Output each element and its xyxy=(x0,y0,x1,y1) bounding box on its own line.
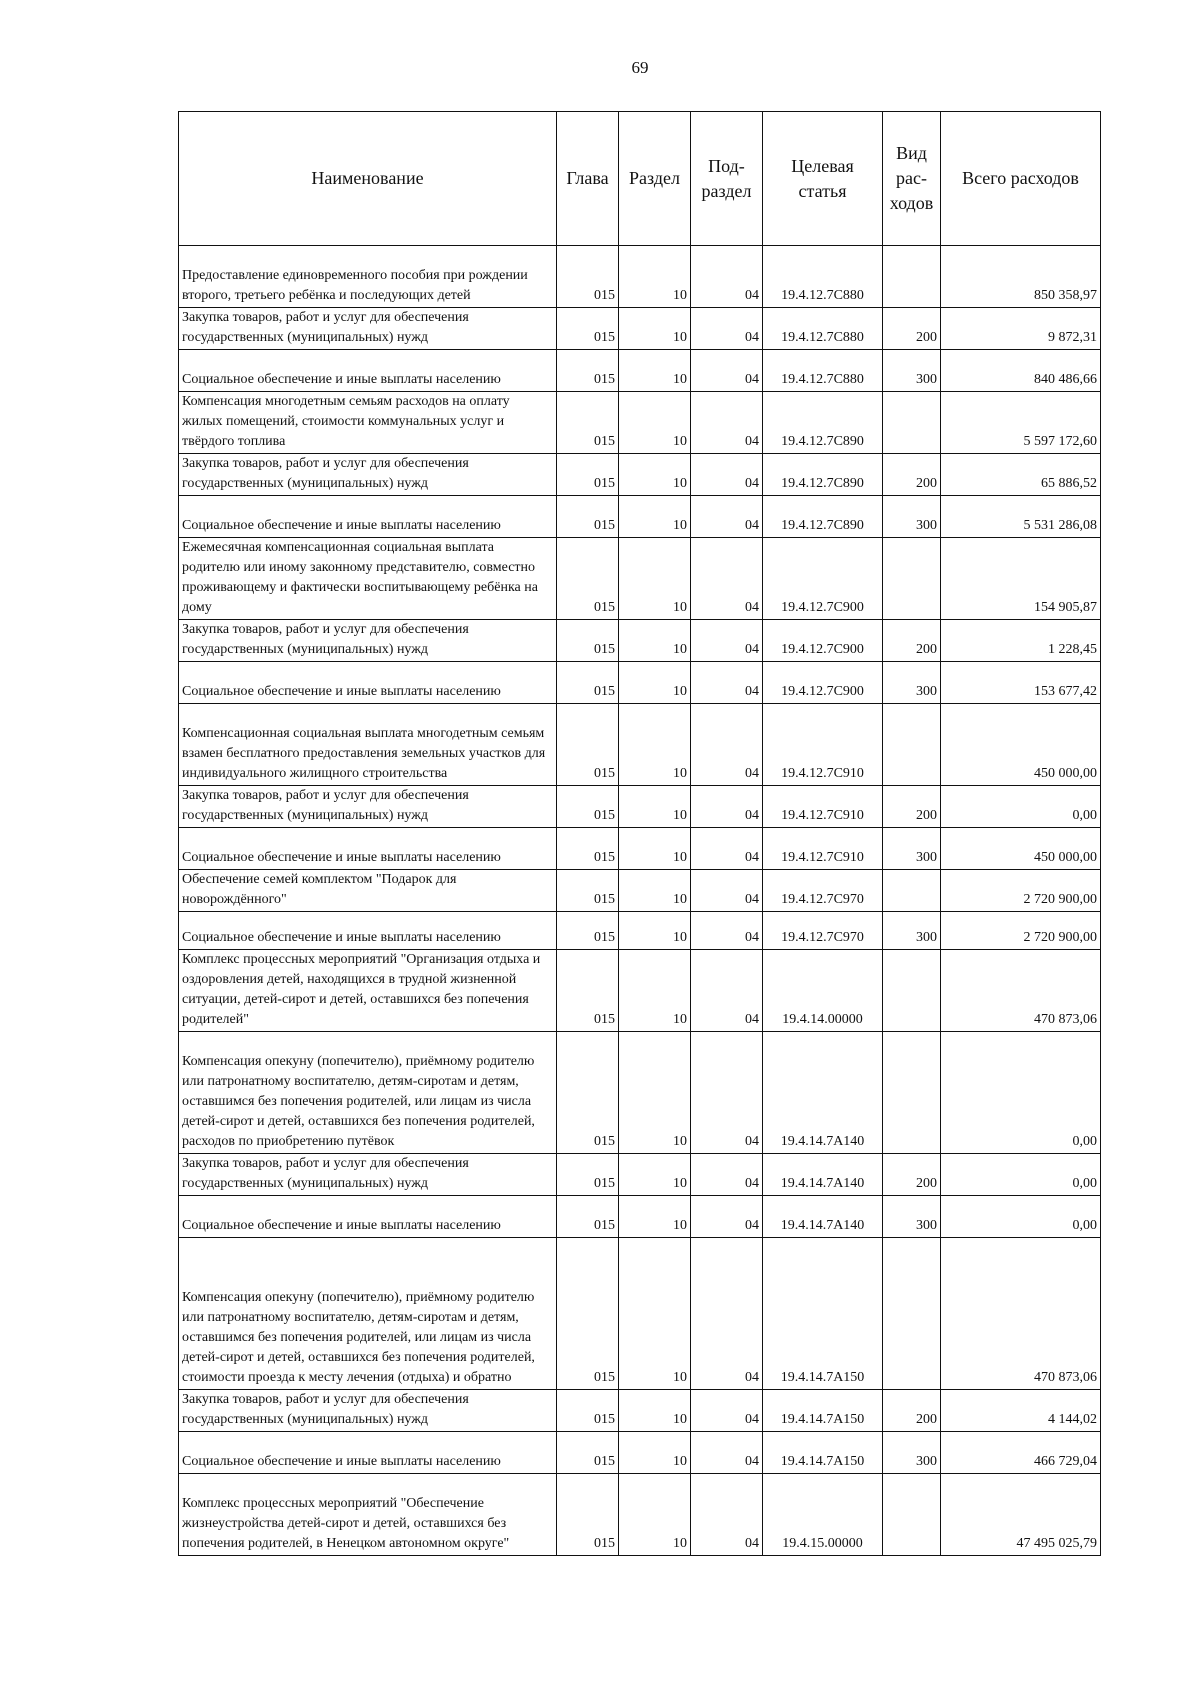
row-expense-type-cell: 300 xyxy=(883,1432,941,1474)
row-total-cell: 47 495 025,79 xyxy=(941,1474,1101,1556)
row-target-cell: 19.4.14.7А140 xyxy=(763,1196,883,1238)
row-total-cell: 0,00 xyxy=(941,786,1101,828)
row-name-cell: Закупка товаров, работ и услуг для обеспечения государственных (муниципальных) нужд xyxy=(179,620,557,662)
row-section-cell: 10 xyxy=(619,1390,691,1432)
row-chapter-cell: 015 xyxy=(557,392,619,454)
row-target-cell: 19.4.12.7С970 xyxy=(763,870,883,912)
row-name-cell: Социальное обеспечение и иные выплаты населению xyxy=(179,828,557,870)
row-name-cell: Закупка товаров, работ и услуг для обеспечения государственных (муниципальных) нужд xyxy=(179,454,557,496)
row-total-cell: 470 873,06 xyxy=(941,1238,1101,1390)
row-subsection-cell: 04 xyxy=(691,1032,763,1154)
row-total-cell: 470 873,06 xyxy=(941,950,1101,1032)
row-section-cell: 10 xyxy=(619,620,691,662)
table-row xyxy=(179,620,1101,662)
row-name-cell: Комплекс процессных мероприятий "Организация отдыха и оздоровления детей, находящихся в трудной жизненной ситуации, детей-сирот и детей, оставшихся без попечения родителей" xyxy=(179,950,557,1032)
row-name-cell: Закупка товаров, работ и услуг для обеспечения государственных (муниципальных) нужд xyxy=(179,1154,557,1196)
row-name-cell: Компенсация опекуну (попечителю), приёмному родителю или патронатному воспитателю, детям-сиротам и детям, оставшимся без попечения родителей, или лицам из числа детей-сирот и детей, оставшихся без попечения родителей, стоимости проезда к месту лечения (отдыха) и обратно xyxy=(179,1238,557,1390)
row-expense-type-cell: 300 xyxy=(883,912,941,950)
row-expense-type-cell: 200 xyxy=(883,1154,941,1196)
table-header-row xyxy=(179,112,1101,246)
row-section-cell: 10 xyxy=(619,662,691,704)
row-subsection-cell: 04 xyxy=(691,1238,763,1390)
row-subsection-cell: 04 xyxy=(691,454,763,496)
row-total-cell: 4 144,02 xyxy=(941,1390,1101,1432)
table-row xyxy=(179,912,1101,950)
row-expense-type-cell xyxy=(883,870,941,912)
row-target-cell: 19.4.12.7С880 xyxy=(763,350,883,392)
row-section-cell: 10 xyxy=(619,1432,691,1474)
row-name-cell: Социальное обеспечение и иные выплаты населению xyxy=(179,1432,557,1474)
col-header-target: Целевая статья xyxy=(763,112,883,246)
row-chapter-cell: 015 xyxy=(557,1390,619,1432)
row-expense-type-cell: 200 xyxy=(883,786,941,828)
row-expense-type-cell: 200 xyxy=(883,1390,941,1432)
table-row xyxy=(179,1154,1101,1196)
row-total-cell: 450 000,00 xyxy=(941,828,1101,870)
row-chapter-cell: 015 xyxy=(557,246,619,308)
row-name-cell: Компенсация опекуну (попечителю), приёмному родителю или патронатному воспитателю, детям-сиротам и детям, оставшимся без попечения родителей, или лицам из числа детей-сирот и детей, оставшихся без попечения родителей, расходов по приобретению путёвок xyxy=(179,1032,557,1154)
row-subsection-cell: 04 xyxy=(691,496,763,538)
row-target-cell: 19.4.12.7С910 xyxy=(763,704,883,786)
table-row xyxy=(179,350,1101,392)
row-name-cell: Социальное обеспечение и иные выплаты населению xyxy=(179,662,557,704)
row-chapter-cell: 015 xyxy=(557,912,619,950)
row-expense-type-cell xyxy=(883,1474,941,1556)
table-row xyxy=(179,392,1101,454)
row-section-cell: 10 xyxy=(619,308,691,350)
col-header-expense-type: Вид рас- ходов xyxy=(883,112,941,246)
table-row xyxy=(179,1390,1101,1432)
row-expense-type-cell xyxy=(883,538,941,620)
row-total-cell: 65 886,52 xyxy=(941,454,1101,496)
row-subsection-cell: 04 xyxy=(691,1432,763,1474)
row-target-cell: 19.4.12.7С900 xyxy=(763,620,883,662)
table-row xyxy=(179,1474,1101,1556)
row-chapter-cell: 015 xyxy=(557,1432,619,1474)
row-section-cell: 10 xyxy=(619,912,691,950)
row-target-cell: 19.4.15.00000 xyxy=(763,1474,883,1556)
row-expense-type-cell: 300 xyxy=(883,828,941,870)
row-chapter-cell: 015 xyxy=(557,454,619,496)
row-expense-type-cell: 300 xyxy=(883,496,941,538)
row-name-cell: Закупка товаров, работ и услуг для обеспечения государственных (муниципальных) нужд xyxy=(179,1390,557,1432)
row-subsection-cell: 04 xyxy=(691,828,763,870)
col-header-name: Наименование xyxy=(179,112,557,246)
row-section-cell: 10 xyxy=(619,350,691,392)
row-expense-type-cell xyxy=(883,1032,941,1154)
budget-table xyxy=(178,111,1101,1556)
row-chapter-cell: 015 xyxy=(557,786,619,828)
row-total-cell: 466 729,04 xyxy=(941,1432,1101,1474)
row-subsection-cell: 04 xyxy=(691,246,763,308)
table-row xyxy=(179,786,1101,828)
row-target-cell: 19.4.14.7А150 xyxy=(763,1432,883,1474)
row-target-cell: 19.4.14.7А150 xyxy=(763,1238,883,1390)
row-chapter-cell: 015 xyxy=(557,496,619,538)
row-expense-type-cell: 200 xyxy=(883,620,941,662)
row-section-cell: 10 xyxy=(619,246,691,308)
row-expense-type-cell xyxy=(883,950,941,1032)
row-subsection-cell: 04 xyxy=(691,620,763,662)
row-target-cell: 19.4.14.00000 xyxy=(763,950,883,1032)
row-total-cell: 2 720 900,00 xyxy=(941,912,1101,950)
row-target-cell: 19.4.12.7С880 xyxy=(763,308,883,350)
row-name-cell: Закупка товаров, работ и услуг для обеспечения государственных (муниципальных) нужд xyxy=(179,786,557,828)
row-total-cell: 1 228,45 xyxy=(941,620,1101,662)
row-chapter-cell: 015 xyxy=(557,950,619,1032)
row-subsection-cell: 04 xyxy=(691,662,763,704)
table-row xyxy=(179,454,1101,496)
row-subsection-cell: 04 xyxy=(691,350,763,392)
row-subsection-cell: 04 xyxy=(691,538,763,620)
table-row xyxy=(179,538,1101,620)
row-total-cell: 0,00 xyxy=(941,1032,1101,1154)
table-row xyxy=(179,704,1101,786)
row-chapter-cell: 015 xyxy=(557,870,619,912)
row-name-cell: Социальное обеспечение и иные выплаты населению xyxy=(179,496,557,538)
row-chapter-cell: 015 xyxy=(557,1154,619,1196)
col-header-subsection: Под- раздел xyxy=(691,112,763,246)
row-name-cell: Социальное обеспечение и иные выплаты населению xyxy=(179,350,557,392)
row-target-cell: 19.4.14.7А140 xyxy=(763,1032,883,1154)
row-expense-type-cell: 200 xyxy=(883,308,941,350)
row-section-cell: 10 xyxy=(619,1196,691,1238)
row-section-cell: 10 xyxy=(619,392,691,454)
row-expense-type-cell: 200 xyxy=(883,454,941,496)
table-row xyxy=(179,950,1101,1032)
row-chapter-cell: 015 xyxy=(557,308,619,350)
row-subsection-cell: 04 xyxy=(691,308,763,350)
row-expense-type-cell xyxy=(883,1238,941,1390)
row-target-cell: 19.4.12.7С910 xyxy=(763,786,883,828)
row-subsection-cell: 04 xyxy=(691,704,763,786)
row-total-cell: 5 597 172,60 xyxy=(941,392,1101,454)
row-section-cell: 10 xyxy=(619,496,691,538)
row-total-cell: 0,00 xyxy=(941,1154,1101,1196)
row-subsection-cell: 04 xyxy=(691,392,763,454)
col-header-section: Раздел xyxy=(619,112,691,246)
row-subsection-cell: 04 xyxy=(691,786,763,828)
row-chapter-cell: 015 xyxy=(557,828,619,870)
row-name-cell: Компенсационная социальная выплата многодетным семьям взамен бесплатного предоставления земельных участков для индивидуального жилищного строительства xyxy=(179,704,557,786)
row-chapter-cell: 015 xyxy=(557,1032,619,1154)
row-chapter-cell: 015 xyxy=(557,704,619,786)
row-target-cell: 19.4.12.7С890 xyxy=(763,496,883,538)
row-section-cell: 10 xyxy=(619,1154,691,1196)
row-expense-type-cell xyxy=(883,704,941,786)
row-chapter-cell: 015 xyxy=(557,538,619,620)
row-total-cell: 154 905,87 xyxy=(941,538,1101,620)
row-expense-type-cell: 300 xyxy=(883,662,941,704)
row-total-cell: 850 358,97 xyxy=(941,246,1101,308)
col-header-total: Всего расходов xyxy=(941,112,1101,246)
table-row xyxy=(179,828,1101,870)
row-total-cell: 153 677,42 xyxy=(941,662,1101,704)
row-total-cell: 5 531 286,08 xyxy=(941,496,1101,538)
col-header-chapter: Глава xyxy=(557,112,619,246)
row-section-cell: 10 xyxy=(619,704,691,786)
row-subsection-cell: 04 xyxy=(691,950,763,1032)
row-chapter-cell: 015 xyxy=(557,1238,619,1390)
row-subsection-cell: 04 xyxy=(691,912,763,950)
row-subsection-cell: 04 xyxy=(691,1196,763,1238)
row-target-cell: 19.4.12.7С900 xyxy=(763,538,883,620)
row-section-cell: 10 xyxy=(619,1238,691,1390)
row-chapter-cell: 015 xyxy=(557,1474,619,1556)
table-row xyxy=(179,870,1101,912)
row-chapter-cell: 015 xyxy=(557,662,619,704)
row-chapter-cell: 015 xyxy=(557,1196,619,1238)
row-subsection-cell: 04 xyxy=(691,1154,763,1196)
row-name-cell: Предоставление единовременного пособия при рождении второго, третьего ребёнка и последующих детей xyxy=(179,246,557,308)
row-expense-type-cell xyxy=(883,392,941,454)
row-name-cell: Социальное обеспечение и иные выплаты населению xyxy=(179,1196,557,1238)
table-row xyxy=(179,1196,1101,1238)
row-target-cell: 19.4.12.7С880 xyxy=(763,246,883,308)
table-row xyxy=(179,1238,1101,1390)
row-total-cell: 840 486,66 xyxy=(941,350,1101,392)
row-name-cell: Комплекс процессных мероприятий "Обеспечение жизнеустройства детей-сирот и детей, оставшихся без попечения родителей, в Ненецком автономном округе" xyxy=(179,1474,557,1556)
row-section-cell: 10 xyxy=(619,1032,691,1154)
row-section-cell: 10 xyxy=(619,950,691,1032)
row-subsection-cell: 04 xyxy=(691,1390,763,1432)
row-section-cell: 10 xyxy=(619,870,691,912)
row-target-cell: 19.4.12.7С890 xyxy=(763,392,883,454)
table-row xyxy=(179,308,1101,350)
table-row xyxy=(179,1432,1101,1474)
table-row xyxy=(179,662,1101,704)
row-name-cell: Социальное обеспечение и иные выплаты населению xyxy=(179,912,557,950)
row-section-cell: 10 xyxy=(619,538,691,620)
row-section-cell: 10 xyxy=(619,828,691,870)
row-chapter-cell: 015 xyxy=(557,620,619,662)
row-subsection-cell: 04 xyxy=(691,870,763,912)
row-total-cell: 0,00 xyxy=(941,1196,1101,1238)
row-name-cell: Закупка товаров, работ и услуг для обеспечения государственных (муниципальных) нужд xyxy=(179,308,557,350)
row-expense-type-cell xyxy=(883,246,941,308)
row-target-cell: 19.4.14.7А150 xyxy=(763,1390,883,1432)
page-number: 69 xyxy=(631,58,649,77)
row-name-cell: Компенсация многодетным семьям расходов на оплату жилых помещений, стоимости коммунальных услуг и твёрдого топлива xyxy=(179,392,557,454)
row-total-cell: 450 000,00 xyxy=(941,704,1101,786)
row-name-cell: Обеспечение семей комплектом "Подарок для новорождённого" xyxy=(179,870,557,912)
row-name-cell: Ежемесячная компенсационная социальная выплата родителю или иному законному представителю, совместно проживающему и фактически воспитывающему ребёнка на дому xyxy=(179,538,557,620)
row-target-cell: 19.4.12.7С900 xyxy=(763,662,883,704)
row-target-cell: 19.4.14.7А140 xyxy=(763,1154,883,1196)
row-total-cell: 9 872,31 xyxy=(941,308,1101,350)
row-chapter-cell: 015 xyxy=(557,350,619,392)
row-target-cell: 19.4.12.7С970 xyxy=(763,912,883,950)
table-row xyxy=(179,496,1101,538)
row-total-cell: 2 720 900,00 xyxy=(941,870,1101,912)
row-expense-type-cell: 300 xyxy=(883,350,941,392)
row-subsection-cell: 04 xyxy=(691,1474,763,1556)
row-expense-type-cell: 300 xyxy=(883,1196,941,1238)
row-section-cell: 10 xyxy=(619,454,691,496)
row-target-cell: 19.4.12.7С890 xyxy=(763,454,883,496)
table-row xyxy=(179,246,1101,308)
row-section-cell: 10 xyxy=(619,786,691,828)
row-target-cell: 19.4.12.7С910 xyxy=(763,828,883,870)
table-row xyxy=(179,1032,1101,1154)
row-section-cell: 10 xyxy=(619,1474,691,1556)
